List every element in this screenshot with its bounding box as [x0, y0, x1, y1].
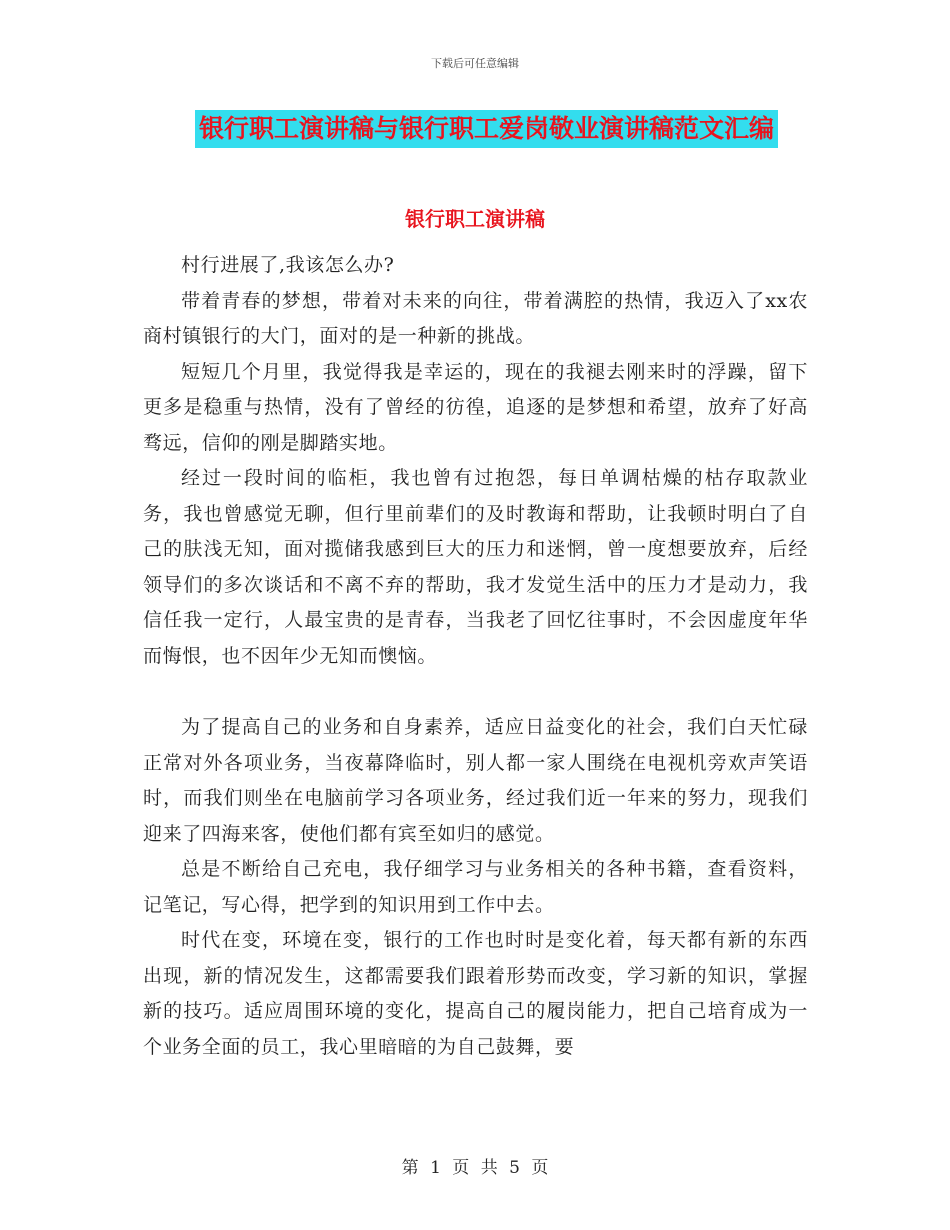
paragraph: 总是不断给自己充电，我仔细学习与业务相关的各种书籍，查看资料，记笔记，写心得，把学到的知识用到工作中去。 — [143, 858, 808, 916]
paragraph: 村行进展了,我该怎么办? — [181, 254, 395, 276]
paragraph: 短短几个月里，我觉得我是幸运的，现在的我褪去刚来时的浮躁，留下更多是稳重与热情，没有了曾经的彷徨，追逐的是梦想和希望，放弃了好高骛远，信仰的刚是脚踏实地。 — [143, 360, 808, 454]
header-note: 下载后可任意编辑 — [431, 57, 519, 70]
paragraph: 带着青春的梦想，带着对未来的向往，带着满腔的热情，我迈入了xx农商村镇银行的大门，面对的是一种新的挑战。 — [143, 289, 808, 347]
paragraph: 为了提高自己的业务和自身素养，适应日益变化的社会，我们白天忙碌正常对外各项业务，当夜幕降临时，别人都一家人围绕在电视机旁欢声笑语时，而我们则坐在电脑前学习各项业务，经过我们近一年来的努力，现我们迎来了四海来客，使他们都有宾至如归的感觉。 — [143, 716, 808, 845]
paragraph: 时代在变，环境在变，银行的工作也时时是变化着，每天都有新的东西出现，新的情况发生，这都需要我们跟着形势而改变，学习新的知识，掌握新的技巧。适应周围环境的变化，提高自己的履岗能力，把自己培育成为一个业务全面的员工，我心里暗暗的为自己鼓舞，要 — [143, 929, 808, 1058]
section-title: 银行职工演讲稿 — [405, 207, 545, 231]
document-title: 银行职工演讲稿与银行职工爱岗敬业演讲稿范文汇编 — [195, 110, 778, 148]
page-number-footer: 第 1 页 共 5 页 — [401, 1158, 549, 1178]
document-body — [143, 248, 808, 1065]
paragraph: 经过一段时间的临柜，我也曾有过抱怨，每日单调枯燥的枯存取款业务，我也曾感觉无聊，但行里前辈们的及时教诲和帮助，让我顿时明白了自己的肤浅无知，面对揽储我感到巨大的压力和迷惘，曾一度想要放弃，后经领导们的多次谈话和不离不弃的帮助，我才发觉生活中的压力才是动力，我信任我一定行，人最宝贵的是青春，当我老了回忆往事时，不会因虚度年华而悔恨，也不因年少无知而懊恼。 — [143, 467, 808, 667]
